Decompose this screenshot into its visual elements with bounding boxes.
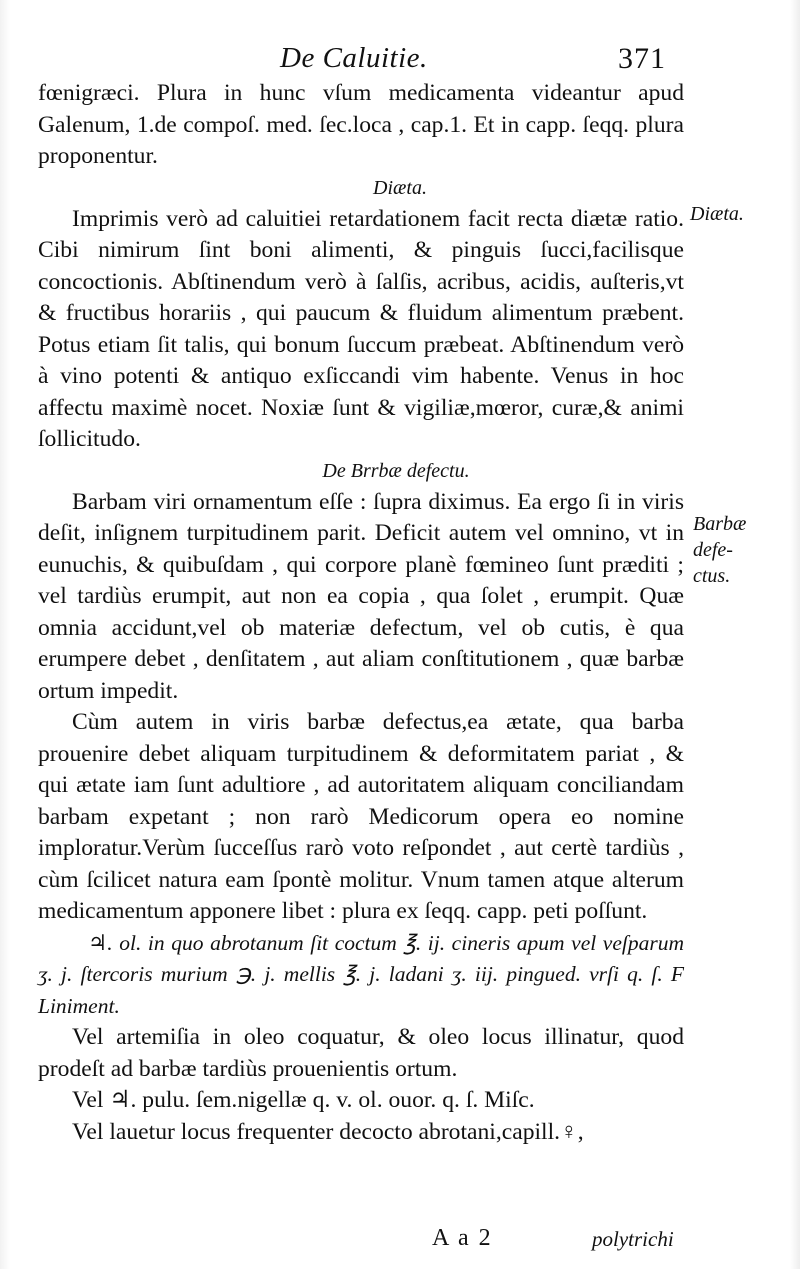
paragraph-continuation: fœnigræci. Plura in hunc vſum medicamenta videantur apud Galenum, 1.de compoſ. med. ſec.loca , cap.1. Et in capp. ſeqq. plura proponentur.	[38, 80, 684, 169]
recipe-liniment: ♃. ol. in quo abrotanum ſit coctum ℥. ij. cineris apum vel veſparum ʒ. j. ſtercoris murium ℈. j. mellis ℥. j. ladani ʒ. iij. pingued. vrſi q. ſ. F Liniment.	[38, 930, 684, 1018]
paragraph-diet: Imprimis verò ad caluitiei retardationem facit recta diætæ ratio. Cibi nimirum ſint boni alimenti, & pinguis ſucci,facilisque concoctionis. Abſtinendum verò à ſalſis, acribus, acidis, auſteris,vt & fructibus horariis , qui paucum & fluidum alimentum præbent. Potus etiam ſit talis, qui bonum ſuccum præbeat. Abſtinendum verò à vino potenti & antiquo exſiccandi vim habente. Venus in hoc affectu maximè nocet. Noxiæ ſunt & vigiliæ,mœror, curæ,& animi ſollicitudo.	[38, 205, 684, 452]
section-heading-diata: Diæta.	[373, 176, 427, 199]
paragraph-beard-remedies: Cùm autem in viris barbæ defectus,ea ætate, qua barba prouenire debet aliquam turpitudinem & deformitatem pariat , & qui ætate iam ſunt adultiore , ad autoritatem aliquam conciliandam barbam expetant ; non rarò Medicorum opera eo nomine imploratur.Verùm ſucceſſus rarò voto reſpondet , aut certè tardiùs , cùm ſcilicet natura eam ſpontè molitur. Vnum tamen atque alterum medicamentum apponere libet : plura ex ſeqq. capp. peti poſſunt.	[38, 709, 684, 924]
signature-mark: A a 2	[432, 1225, 493, 1251]
paragraph-artemisia: Vel artemiſia in oleo coquatur, & oleo locus illinatur, quod prodeſt ad barbæ tardiùs prouenientis ortum.	[38, 1024, 684, 1082]
body-text	[38, 78, 684, 1148]
catchword: polytrichi	[592, 1227, 674, 1251]
running-head	[0, 40, 800, 80]
margin-note-line: defe-	[693, 539, 733, 561]
margin-note-line: Barbæ	[693, 513, 747, 535]
paragraph-nigella: Vel ♃. pulu. ſem.nigellæ q. v. ol. ouor. q. ſ. Miſc.	[72, 1087, 535, 1113]
margin-note-barbae-defectus	[693, 511, 746, 589]
page-footer	[0, 1225, 800, 1255]
running-title: De Caluitie.	[280, 42, 428, 74]
section-heading-barbae-defectu: De Brrbæ defectu.	[322, 459, 470, 482]
paragraph-decoction: Vel lauetur locus frequenter decocto abrotani,capill.♀,	[72, 1118, 584, 1145]
paragraph-beard-defect: Barbam viri ornamentum eſſe : ſupra diximus. Ea ergo ſi in viris deſit, inſignem turpitudinem parit. Deficit autem vel omnino, vt in eunuchis, & quibuſdam , qui corpore planè fœmineo ſunt præditi ; vel tardiùs erumpit, aut non ea copia , qua ſolet , erumpit. Quæ omnia accidunt,vel ob materiæ defectum, vel ob cutis, è qua erumpere debet , denſitatem , aut aliam conſtitutionem , quæ barbæ ortum impedit.	[38, 488, 684, 704]
page-number: 371	[618, 42, 666, 75]
margin-note-diata: Diæta.	[690, 203, 744, 225]
margin-note-line: ctus.	[693, 565, 731, 587]
